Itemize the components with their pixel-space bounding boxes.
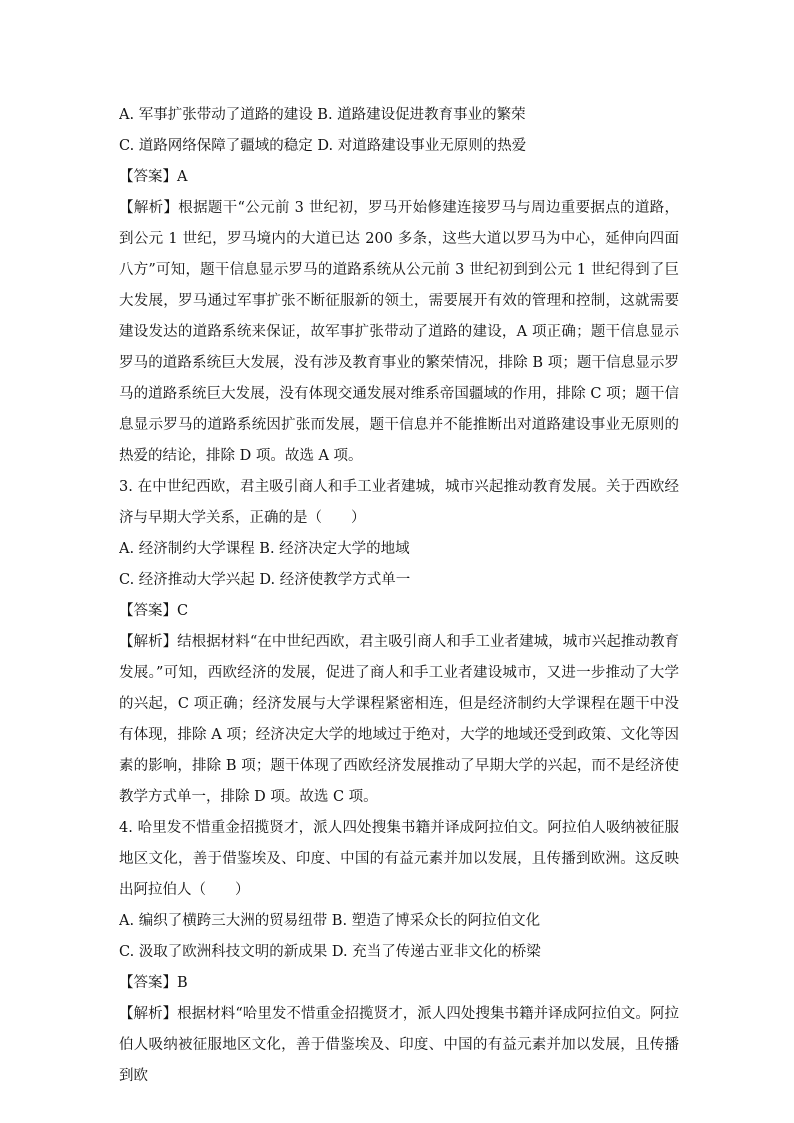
q4-answer: 【答案】B — [119, 975, 188, 991]
q4-stem — [119, 813, 679, 906]
q4-analysis — [119, 999, 679, 1092]
q4-analysis-text: 【解析】根据材料“哈里发不惜重金招揽贤才，派人四处搜集书籍并译成阿拉伯文。阿拉伯人吸纳被征服地区文化，善于借鉴埃及、印度、中国的有益元素并加以发展，且传播到欧 — [119, 1006, 679, 1084]
q4-options-cd: C. 汲取了欧洲科技文明的新成果 D. 充当了传递古亚非文化的桥梁 — [119, 944, 541, 960]
q3-analysis — [119, 627, 679, 813]
q4-stem-text: 4. 哈里发不惜重金招揽贤才，派人四处搜集书籍并译成阿拉伯文。阿拉伯人吸纳被征服地区文化，善于借鉴埃及、印度、中国的有益元素并加以发展，且传播到欧洲。这反映出阿拉伯人（ ） — [119, 820, 679, 898]
q3-answer: 【答案】C — [119, 603, 189, 619]
q2-analysis — [119, 193, 679, 472]
q2-analysis-text: 【解析】根据题干“公元前 3 世纪初，罗马开始修建连接罗马与周边重要据点的道路，到公元 1 世纪，罗马境内的大道已达 200 多条，这些大道以罗马为中心，延伸向四面八方”可知，题干信息显示罗马的道路系统从公元前 3 世纪初到到公元 1 世纪得到了巨大发展，罗马通过军事扩张不断征服新的领土，需要展开有效的管理和控制，这就需要建设发达的道路系统来保证，故军事扩张带动了道路的建设，A 项正确；题干信息显示罗马的道路系统巨大发展，没有涉及教育事业的繁荣情况，排除 B 项；题干信息显示罗马的道路系统巨大发展，没有体现交通发展对维系帝国疆域的作用，排除 C 项；题干信息显示罗马的道路系统因扩张而发展，题干信息并不能推断出对道路建设事业无原则的热爱的结论，排除 D 项。故选 A 项。 — [119, 200, 679, 464]
q3-stem — [119, 472, 679, 534]
q3-options-ab: A. 经济制约大学课程 B. 经济决定大学的地域 — [119, 541, 410, 557]
q4-options-ab: A. 编织了横跨三大洲的贸易纽带 B. 塑造了博采众长的阿拉伯文化 — [119, 913, 541, 929]
q3-stem-text: 3. 在中世纪西欧，君主吸引商人和手工业者建城，城市兴起推动教育发展。关于西欧经济与早期大学关系，正确的是（ ） — [119, 479, 679, 526]
q2-options-cd: C. 道路网络保障了疆域的稳定 D. 对道路建设事业无原则的热爱 — [119, 138, 527, 154]
q2-answer: 【答案】A — [119, 169, 188, 185]
q2-options-ab: A. 军事扩张带动了道路的建设 B. 道路建设促进教育事业的繁荣 — [119, 107, 526, 123]
q3-options-cd: C. 经济推动大学兴起 D. 经济使教学方式单一 — [119, 572, 411, 588]
q3-analysis-text: 【解析】结根据材料“在中世纪西欧，君主吸引商人和手工业者建城，城市兴起推动教育发展。”可知，西欧经济的发展，促进了商人和手工业者建设城市，又进一步推动了大学的兴起，C 项正确；经济发展与大学课程紧密相连，但是经济制约大学课程在题干中没有体现，排除 A 项；经济决定大学的地域过于绝对，大学的地域还受到政策、文化等因素的影响，排除 B 项；题干体现了西欧经济发展推动了早期大学的兴起，而不是经济使教学方式单一，排除 D 项。故选 C 项。 — [119, 634, 679, 805]
question-content — [119, 100, 679, 1092]
